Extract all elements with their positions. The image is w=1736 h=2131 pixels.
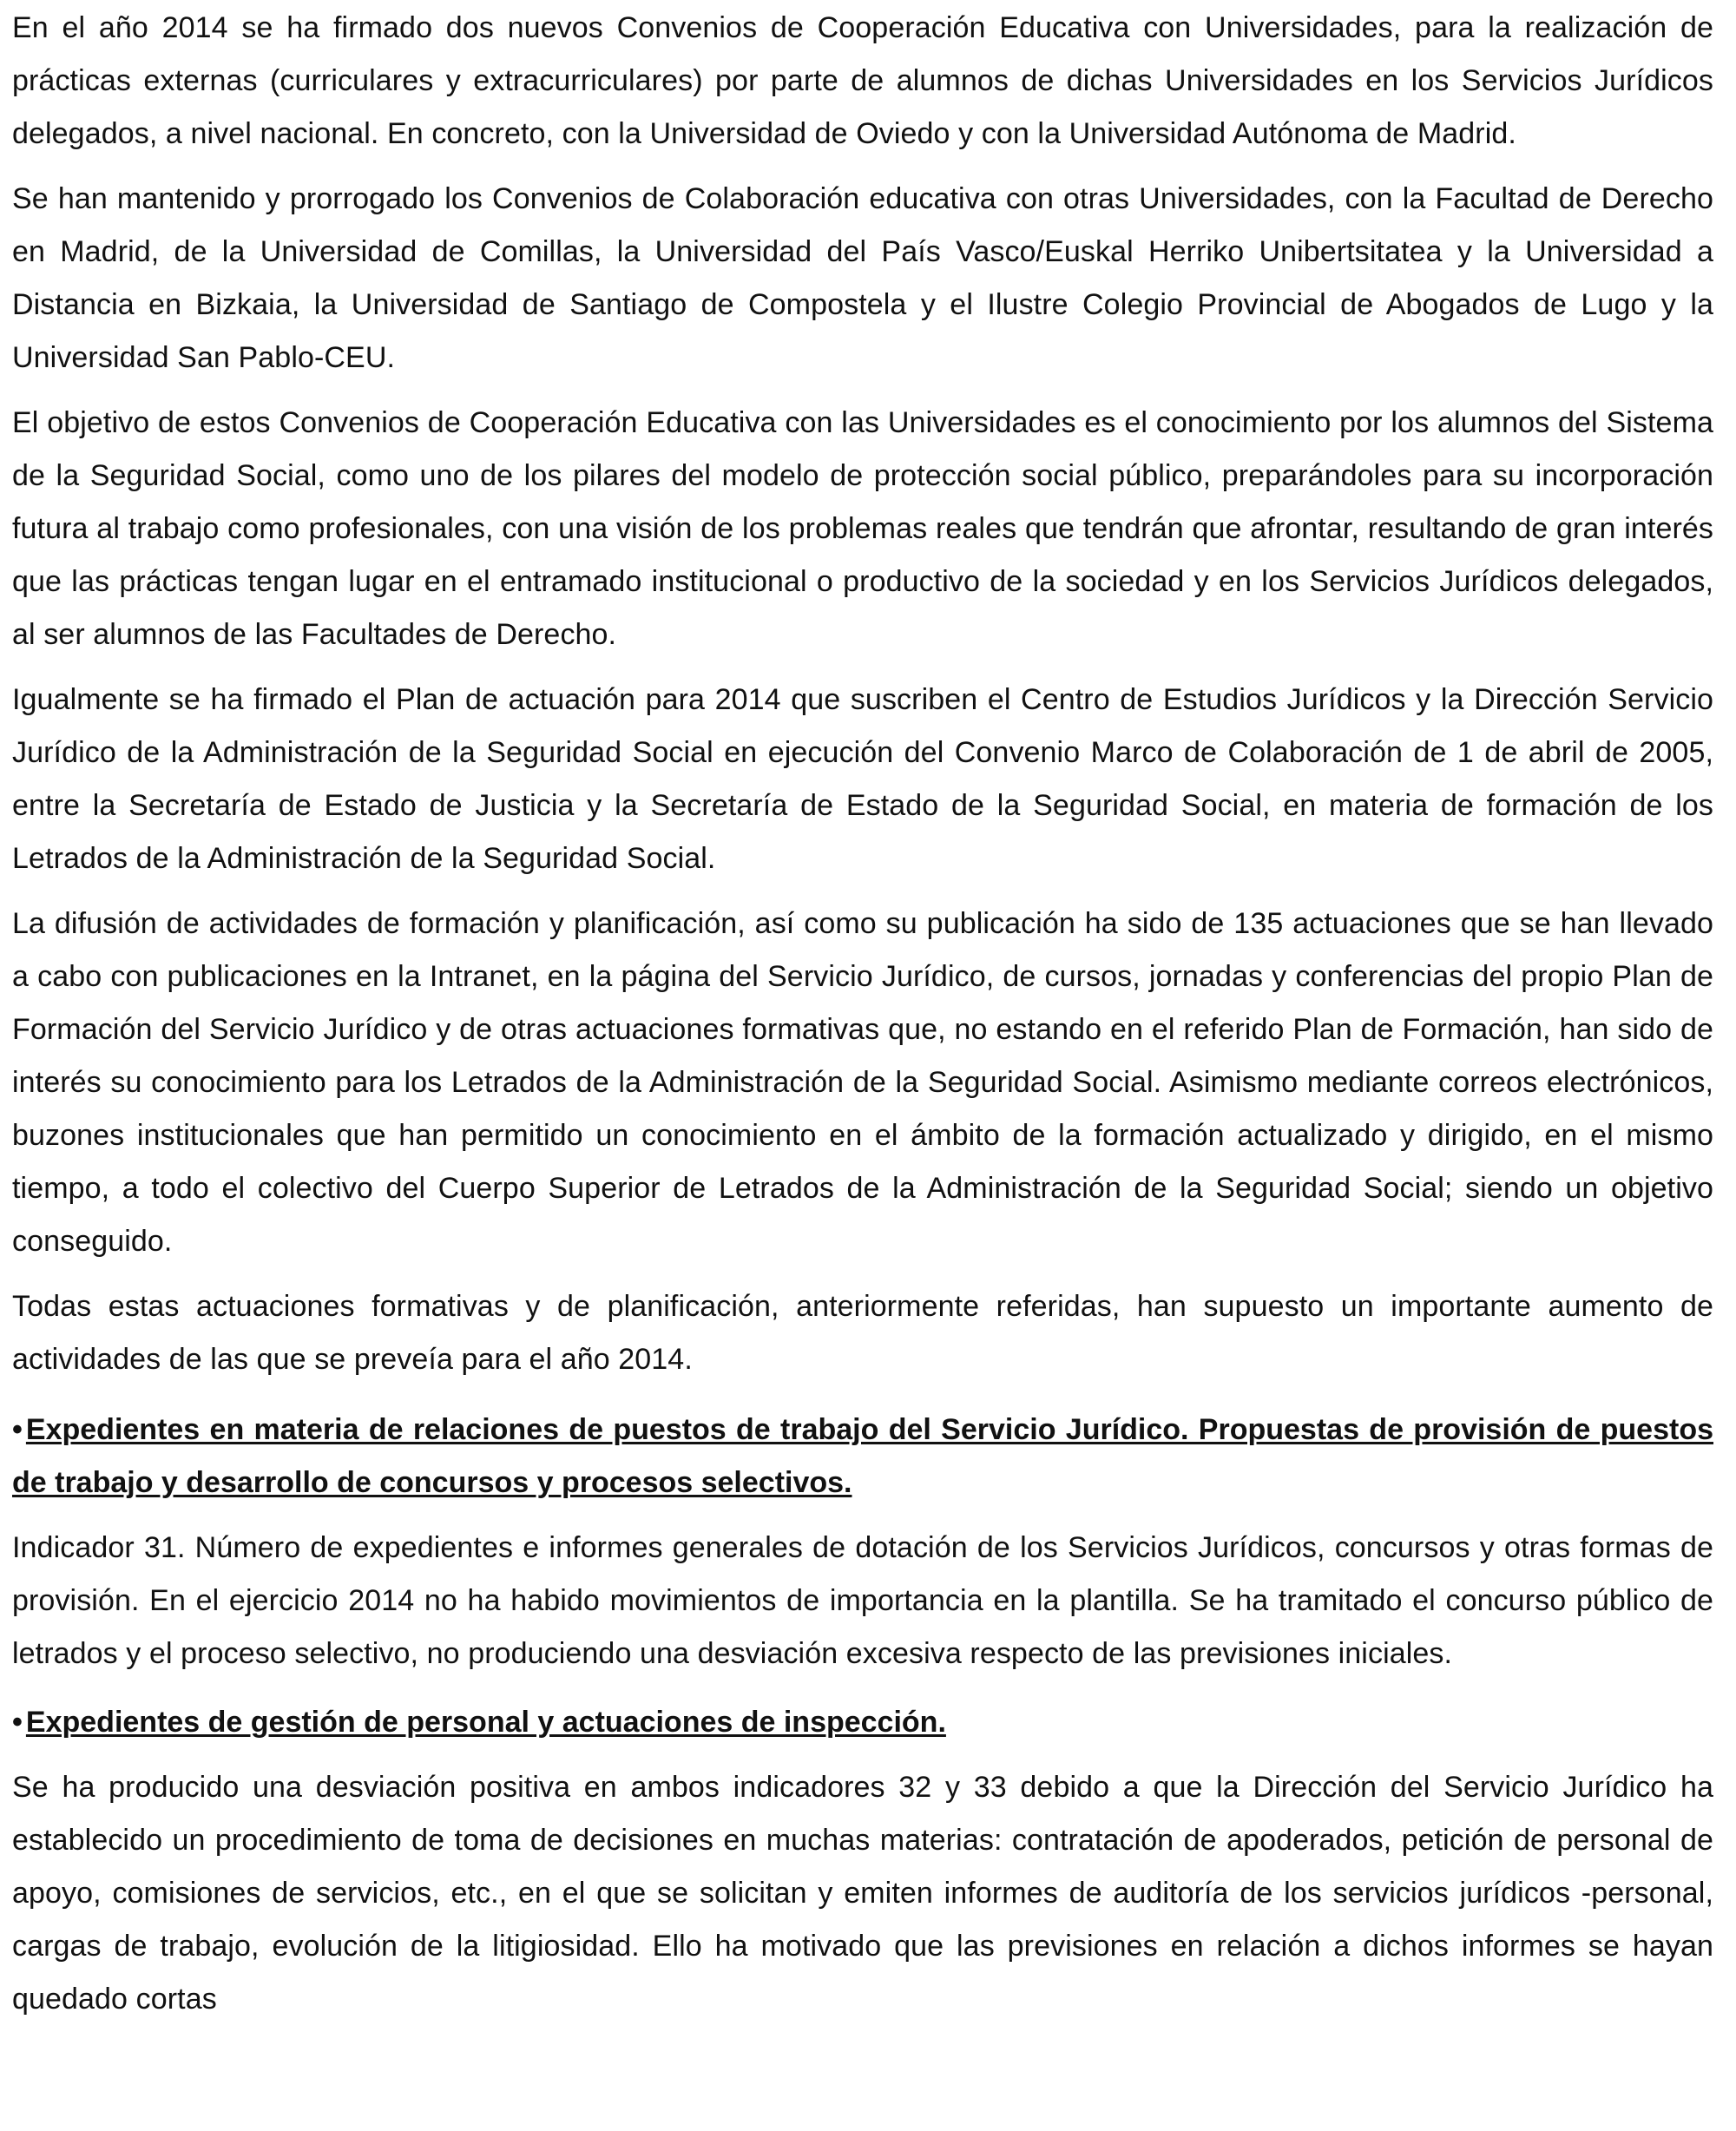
paragraph-objetivo-convenios: El objetivo de estos Convenios de Cooperación Educativa con las Universidades es el conocimiento por los alumnos del Sistema de la Seguridad Social, como uno de los pilares del modelo de protección social público, preparándoles para su incorporación futura al trabajo como profesionales, con una visión de los problemas reales que tendrán que afrontar, resultando de gran interés que las prácticas tengan lugar en el entramado institucional o productivo de la sociedad y en los Servicios Jurídicos delegados, al ser alumnos de las Facultades de Derecho.	[12, 406, 1713, 651]
document-page	[12, 2, 1713, 2038]
bullet-icon: •	[12, 1413, 23, 1446]
paragraph-aumento-actividades: Todas estas actuaciones formativas y de planificación, anteriormente referidas, han supuesto un importante aumento de actividades de las que se preveía para el año 2014.	[12, 1290, 1713, 1376]
section-heading-gestion-personal	[12, 1696, 1713, 1749]
section-heading-puestos-trabajo	[12, 1404, 1713, 1509]
paragraph-indicador-31: Indicador 31. Número de expedientes e informes generales de dotación de los Servicios Jurídicos, concursos y otras formas de provisión. En el ejercicio 2014 no ha habido movimientos de importancia en la plantilla. Se ha tramitado el concurso público de letrados y el proceso selectivo, no produciendo una desviación excesiva respecto de las previsiones iniciales.	[12, 1531, 1713, 1670]
paragraph-desviacion-indicadores: Se ha producido una desviación positiva en ambos indicadores 32 y 33 debido a que la Dirección del Servicio Jurídico ha establecido un procedimiento de toma de decisiones en muchas materias: contratación de apoderados, petición de personal de apoyo, comisiones de servicios, etc., en el que se solicitan y emiten informes de auditoría de los servicios jurídicos -personal, cargas de trabajo, evolución de la litigiosidad. Ello ha motivado que las previsiones en relación a dichos informes se hayan quedado cortas	[12, 1771, 1713, 2016]
bullet-icon: •	[12, 1706, 23, 1739]
paragraph-convenios-nuevos: En el año 2014 se ha firmado dos nuevos Convenios de Cooperación Educativa con Universidades, para la realización de prácticas externas (curriculares y extracurriculares) por parte de alumnos de dichas Universidades en los Servicios Jurídicos delegados, a nivel nacional. En concreto, con la Universidad de Oviedo y con la Universidad Autónoma de Madrid.	[12, 11, 1713, 150]
paragraph-convenios-prorrogados: Se han mantenido y prorrogado los Convenios de Colaboración educativa con otras Universidades, con la Facultad de Derecho en Madrid, de la Universidad de Comillas, la Universidad del País Vasco/Euskal Herriko Unibertsitatea y la Universidad a Distancia en Bizkaia, la Universidad de Santiago de Compostela y el Ilustre Colegio Provincial de Abogados de Lugo y la Universidad San Pablo-CEU.	[12, 182, 1713, 374]
paragraph-plan-actuacion: Igualmente se ha firmado el Plan de actuación para 2014 que suscriben el Centro de Estudios Jurídicos y la Dirección Servicio Jurídico de la Administración de la Seguridad Social en ejecución del Convenio Marco de Colaboración de 1 de abril de 2005, entre la Secretaría de Estado de Justicia y la Secretaría de Estado de la Seguridad Social, en materia de formación de los Letrados de la Administración de la Seguridad Social.	[12, 683, 1713, 875]
paragraph-difusion-actividades: La difusión de actividades de formación y planificación, así como su publicación ha sido de 135 actuaciones que se han llevado a cabo con publicaciones en la Intranet, en la página del Servicio Jurídico, de cursos, jornadas y conferencias del propio Plan de Formación del Servicio Jurídico y de otras actuaciones formativas que, no estando en el referido Plan de Formación, han sido de interés su conocimiento para los Letrados de la Administración de la Seguridad Social. Asimismo mediante correos electrónicos, buzones institucionales que han permitido un conocimiento en el ámbito de la formación actualizado y dirigido, en el mismo tiempo, a todo el colectivo del Cuerpo Superior de Letrados de la Administración de la Seguridad Social; siendo un objetivo conseguido.	[12, 907, 1713, 1258]
section-heading-text: Expedientes en materia de relaciones de puestos de trabajo del Servicio Jurídico. Propuestas de provisión de puestos de trabajo y desarrollo de concursos y procesos selectivos.	[12, 1413, 1713, 1499]
section-heading-text: Expedientes de gestión de personal y actuaciones de inspección.	[25, 1706, 946, 1739]
